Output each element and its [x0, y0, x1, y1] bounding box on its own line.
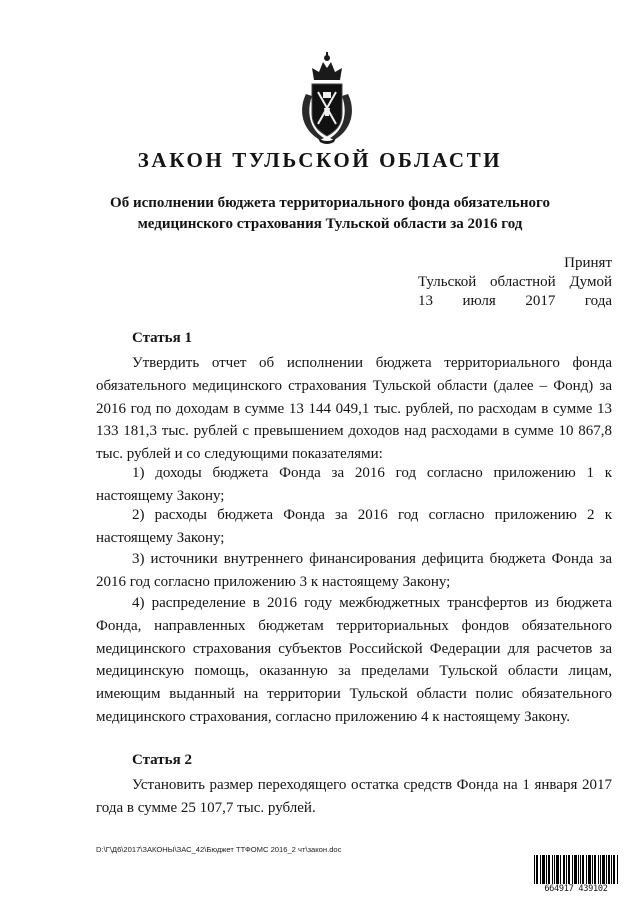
adoption-block [418, 254, 612, 311]
law-subtitle [100, 193, 560, 235]
article-1-item-4: 4) распределение в 2016 году межбюджетных трансфертов из бюджета Фонда, направленных бюджетам территориальных фондов обязательного медицинского страхования субъектов Российской Федерации для расчетов за медицинскую помощь, оказанную за пределами Тульской области лицам, имеющим выданный на территории Тульской области полис обязательного медицинского страхования, согласно приложению 4 к настоящему Закону. [96, 595, 612, 725]
article-2-paragraph: Установить размер переходящего остатка средств Фонда на 1 января 2017 года в сумме 25 107,7 тыс. рублей. [96, 777, 612, 816]
article-2-heading: Статья 2 [132, 752, 192, 768]
article-1-item-3: 3) источники внутреннего финансирования дефицита бюджета Фонда за 2016 год согласно приложению 3 к настоящему Закону; [96, 551, 612, 590]
document-file-path: D:\Г\Д6\2017\ЗАКОНЫ\ЗАС_42\Бюджет ТТФОМС 2016_2 чт\закон.doc [96, 845, 342, 854]
article-1-item-2: 2) расходы бюджета Фонда за 2016 год согласно приложению 2 к настоящему Закону; [96, 507, 612, 546]
article-1-paragraph-intro: Утвердить отчет об исполнении бюджета территориального фонда обязательного медицинского страхования Тульской области (далее – Фонд) за 2016 год по доходам в сумме 13 144 049,1 тыс. рублей, по расходам в сумме 13 133 181,3 тыс. рублей с превышением доходов над расходами в сумме 10 867,8 тыс. рублей и со следующими показателями: [96, 355, 612, 463]
adopted-day: 13 [418, 293, 433, 309]
adopted-line-1: Принят [564, 255, 612, 271]
adopted-date-line [418, 292, 612, 311]
adopted-word: областной [490, 274, 556, 290]
adopted-word: Тульской [418, 274, 477, 290]
adopted-year-word: года [584, 293, 612, 309]
adopted-month: июля [462, 293, 496, 309]
subtitle-line-2: медицинского страхования Тульской области за 2016 год [137, 216, 523, 232]
barcode-number: 664917 439102 [533, 884, 619, 894]
adopted-year: 2017 [525, 293, 556, 309]
law-title: ЗАКОН ТУЛЬСКОЙ ОБЛАСТИ [137, 148, 503, 172]
adopted-line-2 [418, 273, 612, 292]
tula-coat-of-arms-emblem [296, 50, 358, 146]
article-1-item-1: 1) доходы бюджета Фонда за 2016 год согласно приложению 1 к настоящему Закону; [96, 465, 612, 504]
article-1-heading: Статья 1 [132, 330, 192, 346]
adopted-word: Думой [569, 274, 612, 290]
subtitle-line-1: Об исполнении бюджета территориального фонда обязательного [110, 195, 550, 211]
